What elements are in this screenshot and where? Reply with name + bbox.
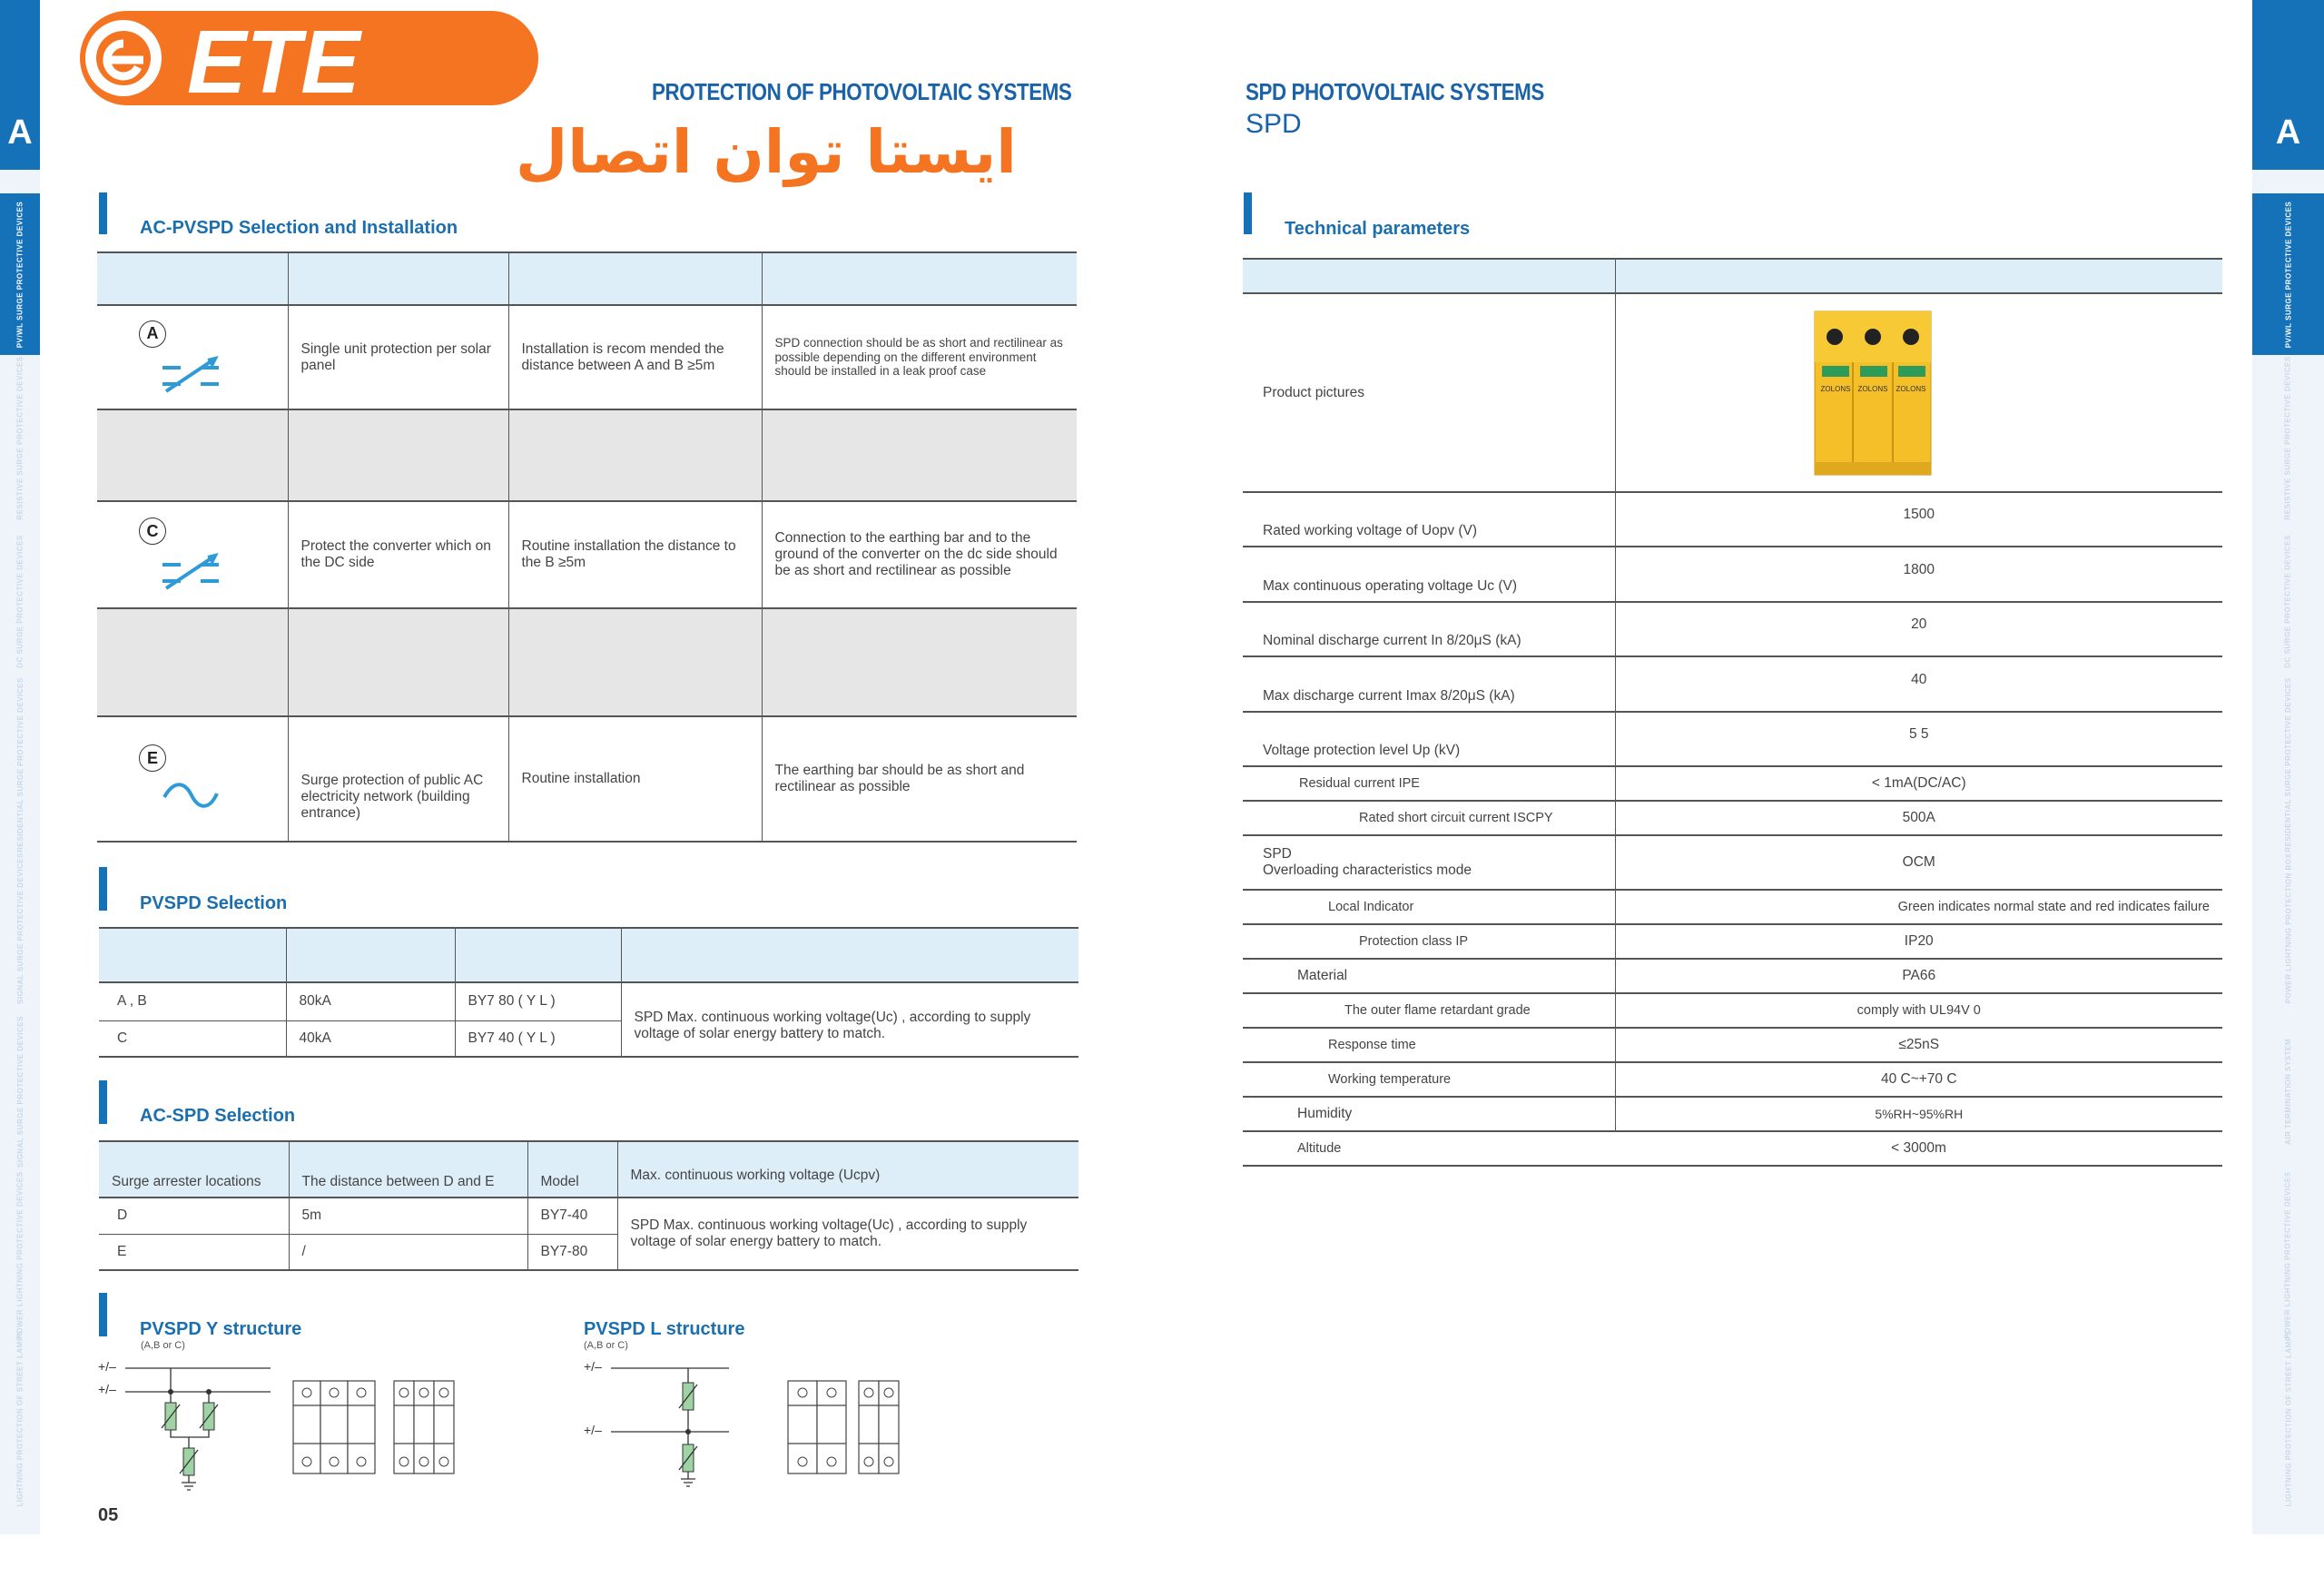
- tech-value: < 1mA(DC/AC): [1871, 775, 1966, 792]
- row-c-col1: Protect the converter which on the DC side: [288, 501, 508, 608]
- table-row: [97, 305, 1077, 409]
- row-e-col1: Surge protection of public AC electricity network (building entrance): [288, 716, 508, 842]
- table-row: [1243, 712, 2222, 766]
- right-side-tab-2[interactable]: RESISTIVE SURGE PROTECTIVE DEVICES: [2284, 355, 2292, 520]
- ac-wave-icon: [159, 777, 222, 813]
- table-row: [1243, 924, 2222, 959]
- section-bar: [1244, 192, 1252, 234]
- table-row: [1243, 993, 2222, 1028]
- table-row: [1243, 1097, 2222, 1131]
- tech-label: Local Indicator: [1243, 890, 1615, 924]
- right-section-letter: A: [2275, 113, 2301, 152]
- pvspd-current: 40kA: [286, 1020, 455, 1057]
- acspd-header-loc: Surge arrester locations: [99, 1141, 289, 1198]
- table-row: [1243, 547, 2222, 602]
- side-tab-2[interactable]: RESISTIVE SURGE PROTECTIVE DEVICES: [15, 355, 25, 520]
- section-bar: [99, 192, 107, 234]
- section-bar: [99, 867, 107, 911]
- product-image: [1811, 308, 1935, 478]
- right-side-tab-4[interactable]: RESIDENTIAL SURGE PROTECTIVE DEVICES: [2284, 676, 2293, 853]
- acspd-dist: 5m: [289, 1198, 527, 1234]
- row-e-col3: The earthing bar should be as short and rectilinear as possible: [774, 763, 1025, 794]
- table-header-row: [1243, 259, 2222, 293]
- acspd-heading: AC-SPD Selection: [140, 1106, 296, 1126]
- pvspd-loc: A , B: [117, 993, 147, 1010]
- tech-value: 20: [1911, 616, 1927, 633]
- row-a-col2: Installation is recom mended the distance between A and B ≥5m: [508, 305, 762, 409]
- y-module-diagram: [292, 1380, 460, 1475]
- section-bar: [99, 1080, 107, 1124]
- table-row: [1243, 801, 2222, 835]
- side-tab-8[interactable]: LIGHTNING PROTECTION OF STREET LAMPS: [15, 1330, 25, 1506]
- left-section-letter: A: [7, 113, 33, 152]
- table-row: [1243, 1062, 2222, 1097]
- y-structure-diagram: [98, 1357, 280, 1493]
- table-row: [1243, 890, 2222, 924]
- left-side-tabs: [0, 0, 40, 1534]
- product-brand-2: ZOLONS: [1857, 384, 1887, 393]
- table-row: [97, 608, 1077, 716]
- y-structure-heading: PVSPD Y structure: [140, 1319, 302, 1339]
- acspd-loc: D: [117, 1207, 128, 1224]
- right-page-title: SPD PHOTOVOLTAIC SYSTEMS: [1246, 78, 1544, 105]
- tech-value: Green indicates normal state and red indicates failure: [1897, 899, 2210, 914]
- tech-value: < 3000m: [1891, 1140, 1946, 1157]
- table-row: [1243, 835, 2222, 890]
- pvspd-table: [99, 927, 1078, 1058]
- right-side-tab-5[interactable]: POWER LIGHTNING PROTECTION BOX: [2284, 853, 2293, 1003]
- product-brand-1: ZOLONS: [1820, 384, 1850, 393]
- tech-label: Rated working voltage of Uopv (V): [1243, 492, 1615, 547]
- tech-label: Rated short circuit current ISCPY: [1243, 801, 1615, 835]
- tech-heading: Technical parameters: [1285, 219, 1471, 239]
- side-tab-3[interactable]: DC SURGE PROTECTIVE DEVICES: [15, 534, 25, 668]
- tech-value: 5%RH~95%RH: [1875, 1106, 1964, 1121]
- table-row: [97, 716, 1077, 842]
- tech-label: Response time: [1243, 1028, 1615, 1062]
- pvspd-note: SPD Max. continuous working voltage(Uc) , according to supply voltage of solar energy battery to match.: [621, 982, 1078, 1057]
- tech-label: Material: [1243, 959, 1615, 993]
- l-label-1: +/–: [584, 1359, 602, 1374]
- right-side-tab-1[interactable]: PV/WL SURGE PROTECTIVE DEVICES: [2252, 193, 2324, 355]
- l-module-diagram: [787, 1380, 905, 1475]
- y-label-1: +/–: [98, 1359, 116, 1374]
- acspd-header-model: Model: [527, 1141, 617, 1198]
- marker-c: C: [139, 517, 166, 545]
- row-e-col2: Routine installation: [508, 716, 762, 842]
- l-label-2: +/–: [584, 1423, 602, 1437]
- pvspd-model: BY7 40 ( Y L ): [455, 1020, 621, 1057]
- tech-value: 40 C~+70 C: [1880, 1071, 1957, 1088]
- marker-e: E: [139, 744, 166, 772]
- tech-label: Max discharge current Imax 8/20μS (kA): [1243, 656, 1615, 712]
- row-a-col3: SPD connection should be as short and rectilinear as possible depending on the different environment should be installed in a leak proof case: [774, 336, 1063, 379]
- side-tab-6[interactable]: SIGNAL SURGE PROTECTIVE DEVICES: [15, 1015, 25, 1168]
- tech-label: Altitude: [1297, 1140, 1342, 1156]
- right-side-tab-6[interactable]: AIR TERMINATION SYSTEM: [2284, 1038, 2293, 1145]
- side-tab-5[interactable]: SIGNAL SURGE PROTECTIVE DEVICES: [15, 852, 25, 1004]
- spd-symbol-icon: [159, 550, 222, 592]
- tech-product-label: Product pictures: [1243, 293, 1615, 492]
- ac-pvspd-table: [97, 251, 1077, 843]
- tech-value: comply with UL94V 0: [1856, 1002, 1981, 1018]
- tech-label: Protection class IP: [1243, 924, 1615, 959]
- logo-tagline: ایستا توان اتصال: [516, 117, 1017, 187]
- acspd-table: [99, 1140, 1078, 1271]
- row-c-col2: Routine installation the distance to the B ≥5m: [508, 501, 762, 608]
- table-row: [1243, 1131, 2222, 1166]
- table-row: [99, 982, 1078, 1020]
- acspd-dist: /: [289, 1234, 527, 1270]
- tech-label: Working temperature: [1243, 1062, 1615, 1097]
- tech-value: 500A: [1902, 810, 1935, 826]
- tech-value: ≤25nS: [1898, 1037, 1940, 1053]
- pvspd-current: 80kA: [286, 982, 455, 1020]
- side-tab-1[interactable]: PV/WL SURGE PROTECTIVE DEVICES: [0, 193, 40, 355]
- table-row: [1243, 656, 2222, 712]
- right-side-tab-8[interactable]: LIGHTNING PROTECTION OF STREET LAMPS: [2284, 1330, 2292, 1506]
- tech-label: SPD Overloading characteristics mode: [1243, 835, 1615, 890]
- page-number: 05: [98, 1505, 119, 1525]
- acspd-header-voltage: Max. continuous working voltage (Ucpv): [617, 1141, 1078, 1198]
- marker-a: A: [139, 320, 166, 348]
- left-page-title: PROTECTION OF PHOTOVOLTAIC SYSTEMS: [652, 78, 1072, 105]
- tech-value: 1800: [1903, 561, 1935, 577]
- tech-value: OCM: [1902, 854, 1935, 871]
- pvspd-model: BY7 80 ( Y L ): [455, 982, 621, 1020]
- product-brand-3: ZOLONS: [1896, 384, 1925, 393]
- table-row: [97, 501, 1077, 608]
- right-page-subtitle: SPD: [1246, 109, 1302, 139]
- acspd-note: SPD Max. continuous working voltage(Uc) , according to supply voltage of solar energy battery to match.: [617, 1198, 1078, 1270]
- right-side-tab-3[interactable]: DC SURGE PROTECTIVE DEVICES: [2284, 534, 2293, 668]
- table-row: [1243, 1028, 2222, 1062]
- right-side-tabs: [2252, 0, 2324, 1534]
- table-row: [1243, 492, 2222, 547]
- row-a-col1: Single unit protection per solar panel: [288, 305, 508, 409]
- tech-label: Residual current IPE: [1243, 766, 1615, 801]
- pvspd-loc: C: [117, 1030, 128, 1046]
- row-c-col3: Connection to the earthing bar and to the ground of the converter on the dc side should be as short and rectilinear as possible: [774, 530, 1058, 578]
- side-tab-7[interactable]: POWER LIGHTNING PROTECTIVE DEVICES: [15, 1170, 25, 1339]
- table-header-row: [97, 252, 1077, 305]
- tech-label: Nominal discharge current In 8/20μS (kA): [1243, 602, 1615, 656]
- tech-label: Voltage protection level Up (kV): [1243, 712, 1615, 766]
- tech-value: 40: [1911, 671, 1927, 687]
- table-row: [1243, 293, 2222, 492]
- table-header-row: [99, 1141, 1078, 1198]
- acspd-header-dist: The distance between D and E: [289, 1141, 527, 1198]
- acspd-loc: E: [117, 1243, 127, 1259]
- table-row: [1243, 959, 2222, 993]
- table-row: [1243, 766, 2222, 801]
- tech-label: Max continuous operating voltage Uc (V): [1243, 547, 1615, 602]
- logo-brand: ETE: [187, 12, 360, 112]
- acspd-model: BY7-40: [527, 1198, 617, 1234]
- table-row: [1243, 602, 2222, 656]
- acspd-model: BY7-80: [527, 1234, 617, 1270]
- tech-table: [1243, 258, 2222, 1167]
- spd-symbol-icon: [159, 353, 222, 395]
- tech-value: IP20: [1904, 933, 1934, 950]
- y-label-2: +/–: [98, 1382, 116, 1396]
- side-tab-4[interactable]: RESIDENTIAL SURGE PROTECTIVE DEVICES: [15, 676, 25, 853]
- ac-pvspd-heading: AC-PVSPD Selection and Installation: [140, 218, 458, 238]
- tech-value: 1500: [1903, 507, 1935, 523]
- table-row: [99, 1198, 1078, 1234]
- tech-label: Humidity: [1243, 1097, 1615, 1131]
- tech-label: The outer flame retardant grade: [1243, 993, 1615, 1028]
- l-structure-sub: (A,B or C): [584, 1340, 628, 1351]
- section-bar: [99, 1293, 107, 1336]
- table-row: [97, 409, 1077, 501]
- tech-value: PA66: [1902, 968, 1936, 984]
- y-structure-sub: (A,B or C): [141, 1340, 185, 1351]
- right-side-tab-7[interactable]: POWER LIGHTNING PROTECTIVE DEVICES: [2284, 1170, 2292, 1339]
- table-header-row: [99, 928, 1078, 982]
- tech-value: 5 5: [1908, 726, 1929, 743]
- pvspd-heading: PVSPD Selection: [140, 893, 288, 913]
- l-structure-diagram: [584, 1357, 747, 1493]
- l-structure-heading: PVSPD L structure: [584, 1319, 745, 1339]
